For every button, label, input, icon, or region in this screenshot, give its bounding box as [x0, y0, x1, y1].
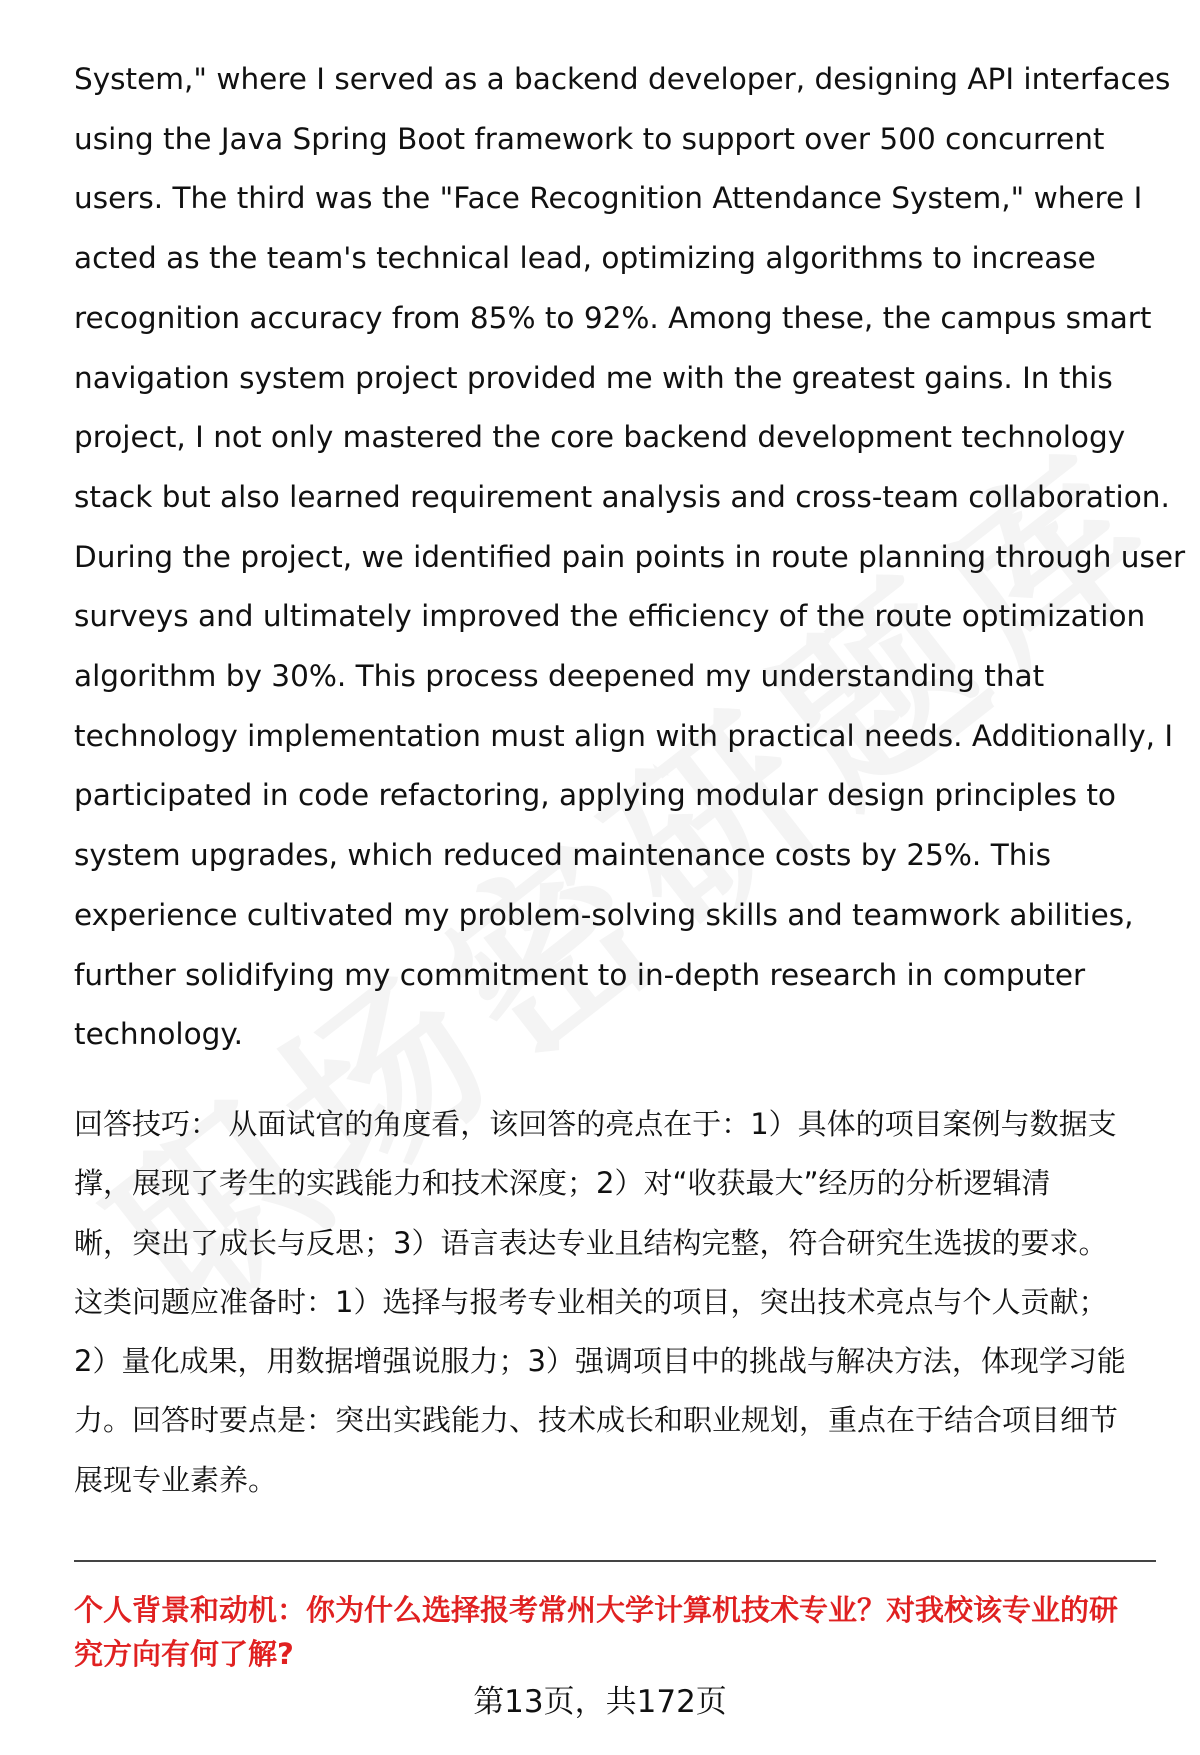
text-line: During the project, we identified pain points in route planning through user	[74, 539, 1186, 574]
text-line: 晰，突出了成长与反思；3）语言表达专业且结构完整，符合研究生选拔的要求。	[74, 1225, 1108, 1260]
text-line: navigation system project provided me with the greatest gains. In this	[74, 360, 1113, 395]
text-line: recognition accuracy from 85% to 92%. Among these, the campus smart	[74, 300, 1152, 335]
text-line: surveys and ultimately improved the efficiency of the route optimization	[74, 599, 1146, 634]
text-line: algorithm by 30%. This process deepened my understanding that	[74, 659, 1045, 694]
page-number: 第13页，共172页	[473, 1684, 727, 1720]
text-line: technology.	[74, 1017, 243, 1052]
text-line: system upgrades, which reduced maintenance costs by 25%. This	[74, 838, 1051, 873]
text-line: 力。回答时要点是：突出实践能力、技术成长和职业规划，重点在于结合项目细节	[74, 1403, 1119, 1438]
text-line: users. The third was the "Face Recognition Attendance System," where I	[74, 181, 1143, 216]
text-line: acted as the team's technical lead, optimizing algorithms to increase	[74, 241, 1096, 276]
text-line: project, I not only mastered the core backend development technology	[74, 420, 1126, 455]
text-line: further solidifying my commitment to in-depth research in computer	[74, 957, 1086, 992]
text-line: participated in code refactoring, applying modular design principles to	[74, 778, 1116, 813]
text-line: using the Java Spring Boot framework to support over 500 concurrent	[74, 121, 1105, 156]
text-line: 展现专业素养。	[74, 1462, 278, 1497]
text-line: experience cultivated my problem-solving skills and teamwork abilities,	[74, 897, 1134, 932]
text-line: technology implementation must align with practical needs. Additionally, I	[74, 718, 1174, 753]
page-content	[74, 50, 1186, 1510]
question-line: 究方向有何了解?	[74, 1637, 294, 1671]
answer-paragraph	[74, 50, 1186, 1065]
text-line: 这类问题应准备时：1）选择与报考专业相关的项目，突出技术亮点与个人贡献；	[74, 1284, 1108, 1319]
section-divider	[74, 1560, 1156, 1562]
tips-paragraph	[74, 1095, 1154, 1510]
question-line: 个人背景和动机：你为什么选择报考常州大学计算机技术专业？对我校该专业的研	[74, 1593, 1119, 1627]
question-heading	[74, 1588, 1164, 1676]
text-line: stack but also learned requirement analysis and cross-team collaboration.	[74, 479, 1170, 514]
text-line: 撑，展现了考生的实践能力和技术深度；2）对“收获最大”经历的分析逻辑清	[74, 1166, 1051, 1201]
text-line: 回答技巧： 从面试官的角度看，该回答的亮点在于：1）具体的项目案例与数据支	[74, 1106, 1117, 1141]
text-line: System," where I served as a backend developer, designing API interfaces	[74, 62, 1171, 96]
text-line: 2）量化成果，用数据增强说服力；3）强调项目中的挑战与解决方法，体现学习能	[74, 1344, 1126, 1379]
